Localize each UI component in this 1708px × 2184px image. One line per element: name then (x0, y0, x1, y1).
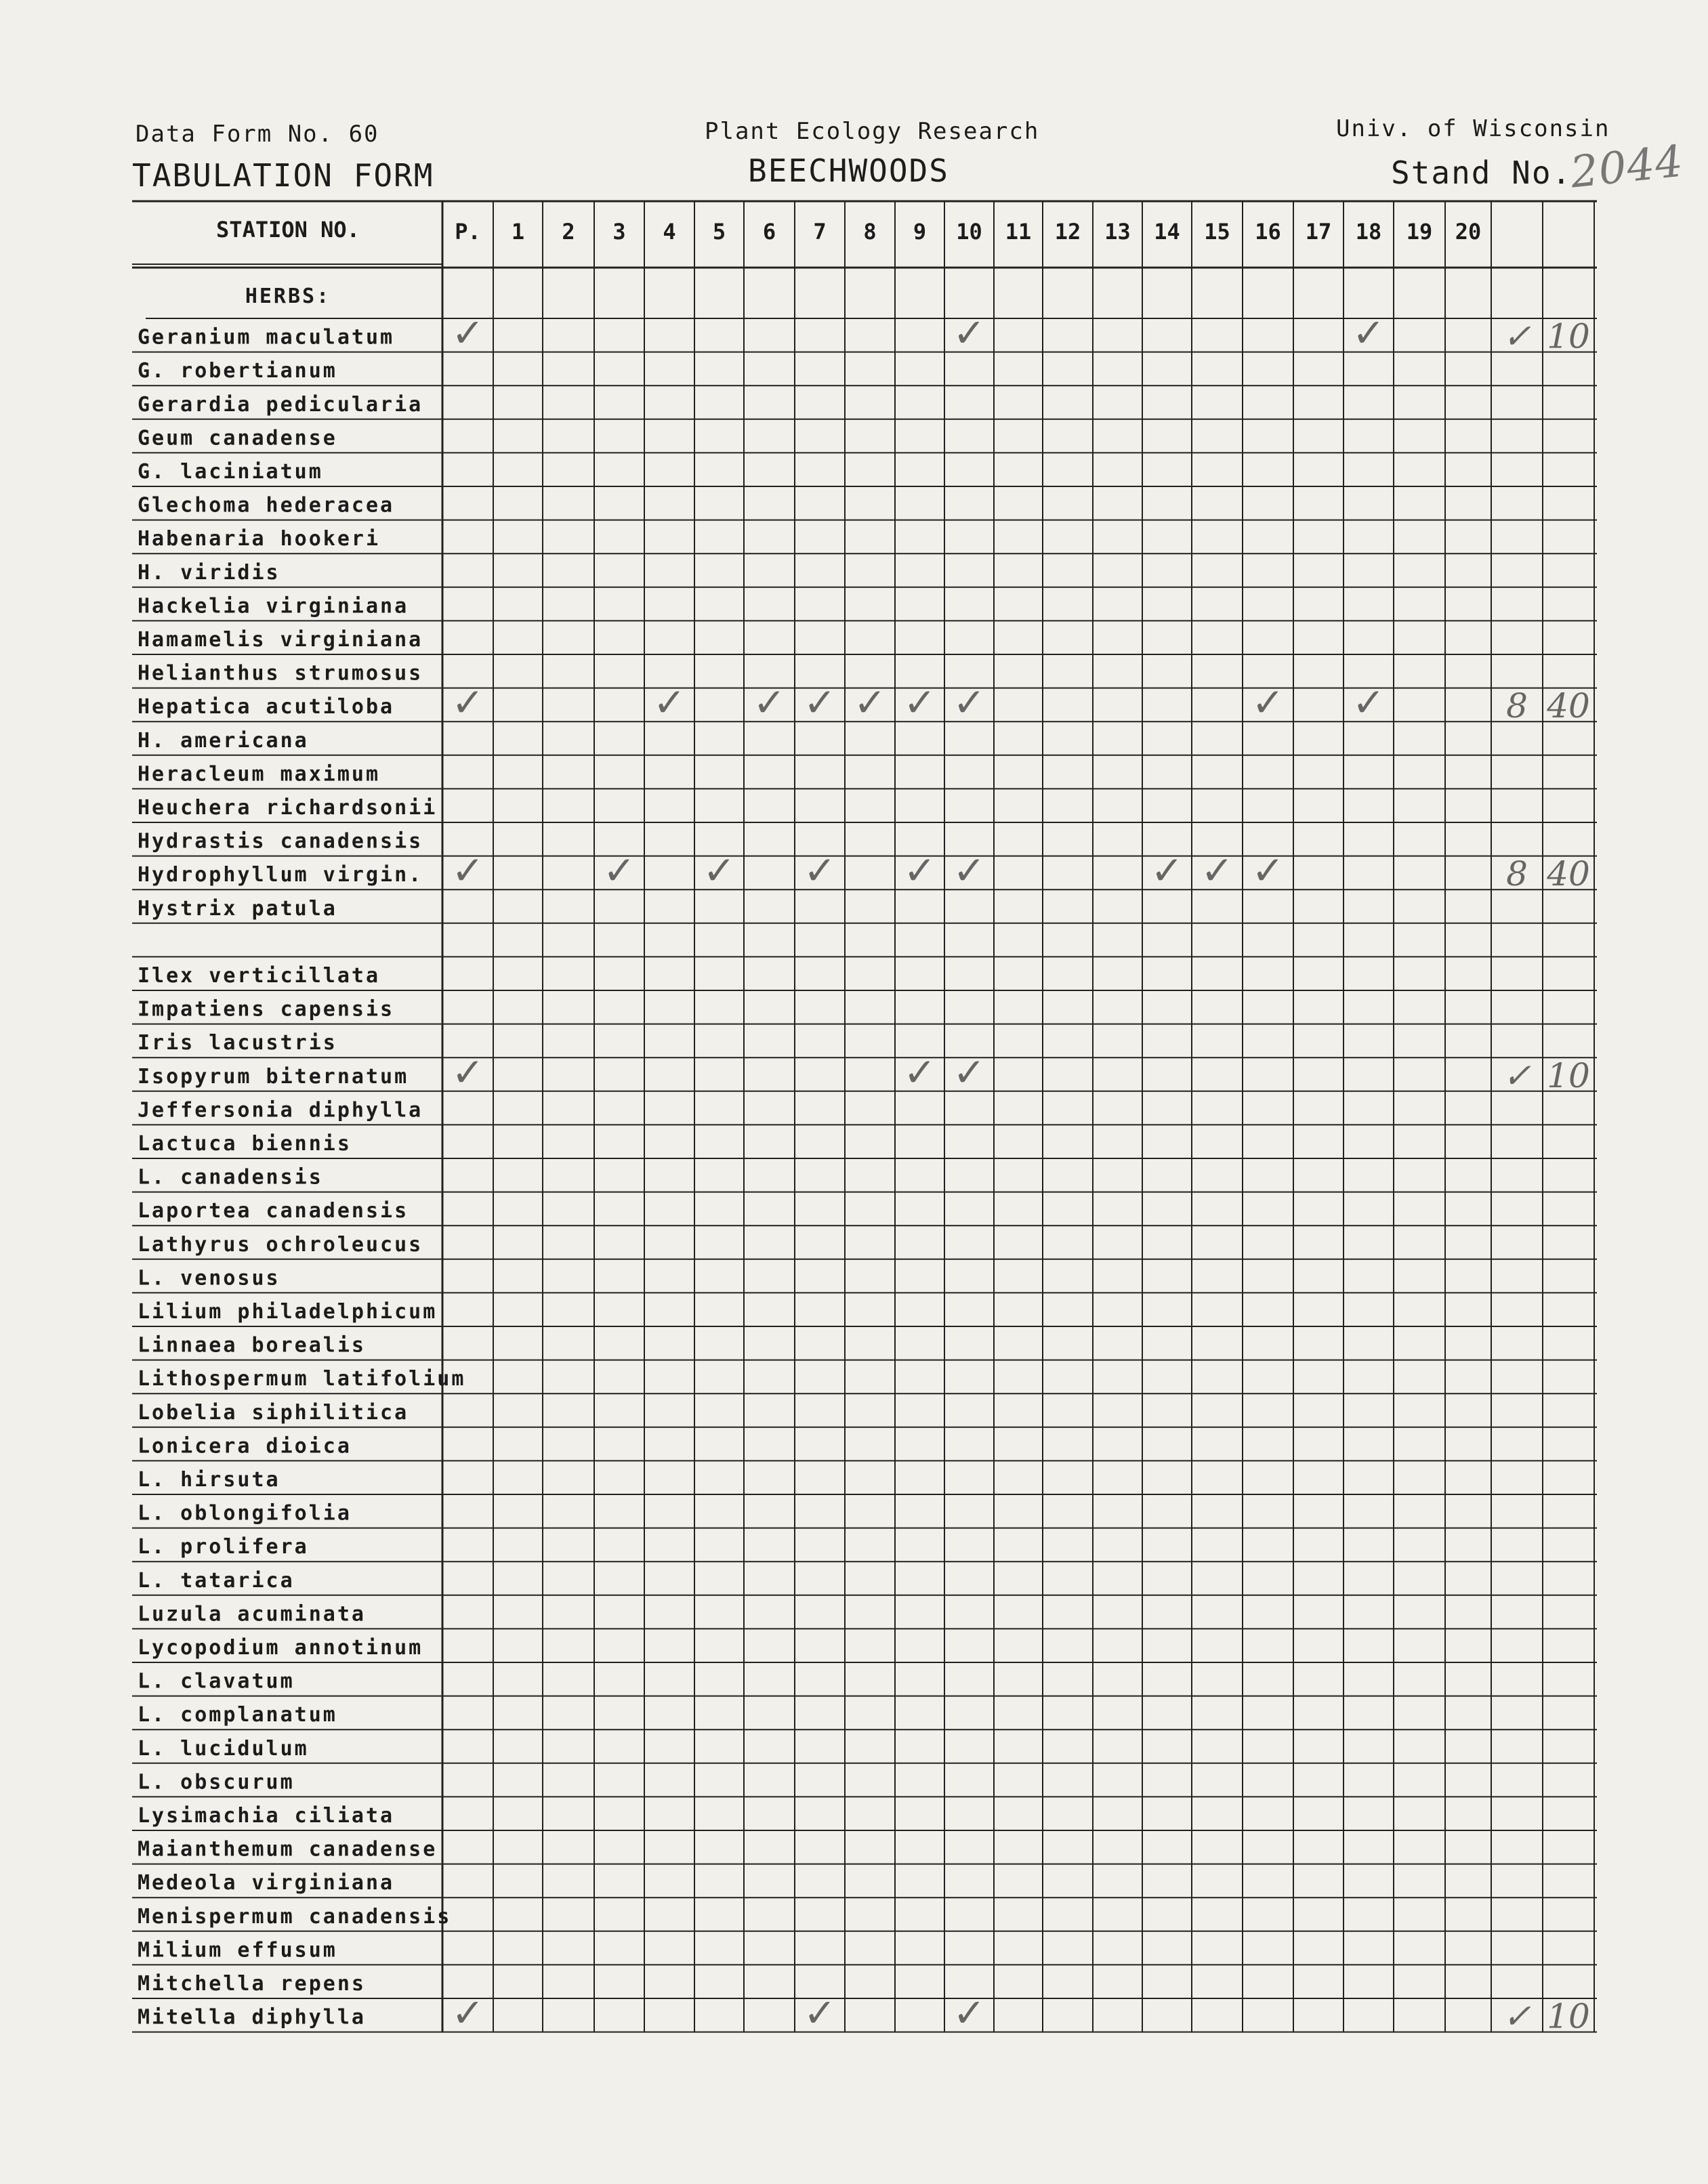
table-row (138, 662, 423, 686)
species-name: Lathyrus ochroleucus (138, 1232, 423, 1257)
table-row (138, 310, 1590, 356)
frequency-percent: 40 (1547, 854, 1590, 894)
table-row (138, 1233, 423, 1257)
table-row (138, 527, 380, 551)
check-mark: ✓ (953, 679, 986, 726)
form-title: TABULATION FORM (132, 157, 434, 194)
species-name: Heuchera richardsonii (138, 796, 438, 820)
species-name: Lycopodium annotinum (138, 1636, 423, 1660)
stand-label: Stand No. (1391, 154, 1572, 191)
column-header: 3 (612, 219, 626, 245)
frequency-percent: 10 (1547, 1055, 1590, 1095)
table-row (138, 393, 423, 417)
table-row (138, 1132, 352, 1156)
station-number-header: STATION NO. (216, 217, 360, 243)
check-mark: ✓ (1251, 679, 1285, 726)
species-name: Ilex verticillata (138, 964, 381, 988)
table-row (138, 1434, 352, 1458)
species-name: Mitella diphylla (138, 2005, 366, 2030)
species-name: L. complanatum (138, 1703, 337, 1727)
table-row (138, 679, 1590, 726)
species-name: Hackelia virginiana (138, 594, 409, 618)
check-mark: ✓ (1201, 847, 1234, 894)
check-mark: ✓ (903, 1049, 936, 1095)
species-name: Heracleum maximum (138, 762, 381, 786)
species-name: L. obscurum (138, 1770, 295, 1794)
check-mark: ✓ (451, 1049, 484, 1095)
table-row (138, 1166, 323, 1190)
check-mark: ✓ (1352, 679, 1386, 726)
column-header: 7 (813, 219, 827, 245)
column-header: 16 (1255, 219, 1281, 245)
species-name: Hystrix patula (138, 896, 337, 921)
table-row (138, 1468, 280, 1492)
species-name: L. venosus (138, 1266, 280, 1290)
table-row (138, 594, 409, 618)
species-name: Lonicera dioica (138, 1434, 352, 1458)
table-row (138, 1502, 352, 1526)
species-name: Hydrastis canadensis (138, 829, 423, 854)
table-row (138, 897, 337, 921)
species-name: Medeola virginiana (138, 1871, 395, 1895)
check-mark: ✓ (602, 847, 636, 894)
species-name: Milium effusum (138, 1938, 337, 1962)
check-mark: ✓ (652, 679, 686, 726)
column-header: 20 (1455, 219, 1482, 245)
column-header: 9 (913, 219, 927, 245)
species-name: Menispermum canadensis (138, 1904, 452, 1929)
table-row (138, 359, 337, 383)
university-name: Univ. of Wisconsin (1336, 115, 1610, 142)
frequency-percent: 10 (1547, 316, 1590, 356)
species-name: Jeffersonia diphylla (138, 1098, 423, 1122)
table-row (138, 1367, 465, 1391)
table-row (138, 1972, 366, 1996)
column-header: 1 (511, 219, 525, 245)
species-name: H. viridis (138, 560, 280, 585)
table-row (138, 1770, 295, 1794)
stand-number-handwritten: 2044 (1568, 136, 1686, 198)
species-name: Linnaea borealis (138, 1333, 366, 1358)
table-header-row (216, 217, 1481, 245)
check-mark: ✓ (953, 1990, 986, 2036)
frequency-count: 8 (1506, 686, 1528, 726)
section-label-herbs: HERBS: (245, 285, 331, 308)
species-name: Lactuca biennis (138, 1132, 352, 1156)
check-mark: ✓ (953, 1049, 986, 1095)
species-name: Hydrophyllum virgin. (138, 863, 423, 887)
species-name: Impatiens capensis (138, 997, 395, 1022)
check-mark: ✓ (803, 847, 837, 894)
table-row (138, 1334, 366, 1358)
frequency-count: ✓ (1503, 1996, 1531, 2036)
species-name: L. tatarica (138, 1568, 295, 1593)
table-row (138, 1703, 337, 1727)
column-header: 18 (1355, 219, 1382, 245)
check-mark: ✓ (1150, 847, 1184, 894)
species-name: Laportea canadensis (138, 1199, 409, 1223)
check-mark: ✓ (1352, 310, 1386, 356)
species-name: L. clavatum (138, 1669, 295, 1694)
table-row (138, 1938, 337, 1962)
species-name: G. laciniatum (138, 460, 323, 484)
table-row (138, 1266, 280, 1290)
column-header: 13 (1104, 219, 1131, 245)
check-mark: ✓ (803, 1990, 837, 2036)
column-header: 4 (663, 219, 676, 245)
table-row (138, 1737, 309, 1761)
species-name: Mitchella repens (138, 1972, 366, 1996)
site-name: BEECHWOODS (748, 152, 949, 189)
species-name: Geum canadense (138, 426, 337, 450)
species-name: Lilium philadelphicum (138, 1300, 438, 1324)
column-header: 2 (562, 219, 575, 245)
table-row (138, 998, 394, 1022)
species-name: L. oblongifolia (138, 1501, 352, 1526)
table-row (138, 964, 380, 988)
check-mark: ✓ (853, 679, 887, 726)
table-row (138, 1535, 309, 1559)
check-mark: ✓ (451, 679, 484, 726)
table-row (138, 1670, 295, 1694)
species-name: Geranium maculatum (138, 325, 395, 350)
species-name: Glechoma hederacea (138, 493, 395, 518)
species-name: Hepatica acutiloba (138, 695, 395, 719)
column-header: 19 (1406, 219, 1433, 245)
check-mark: ✓ (451, 847, 484, 894)
table-row (138, 1199, 409, 1223)
table-row (138, 460, 323, 484)
check-mark: ✓ (451, 1990, 484, 2036)
check-mark: ✓ (903, 679, 936, 726)
table-row (138, 830, 423, 854)
table-row (138, 1401, 409, 1425)
check-mark: ✓ (451, 310, 484, 356)
frequency-percent: 10 (1547, 1996, 1590, 2036)
species-name: Lysimachia ciliata (138, 1804, 395, 1828)
table-row (138, 1905, 451, 1929)
check-mark: ✓ (953, 310, 986, 356)
table-row (138, 1569, 295, 1593)
table-row (138, 426, 337, 450)
frequency-count: ✓ (1503, 1055, 1531, 1095)
table-row (138, 1098, 423, 1122)
species-name: L. lucidulum (138, 1736, 309, 1761)
check-mark: ✓ (753, 679, 786, 726)
column-header: 15 (1204, 219, 1230, 245)
column-header: 10 (956, 219, 982, 245)
table-row (138, 847, 1590, 894)
species-name: L. canadensis (138, 1165, 323, 1190)
table-row (138, 729, 309, 753)
check-mark: ✓ (703, 847, 736, 894)
table-row (138, 1300, 437, 1324)
species-name: H. americana (138, 728, 309, 753)
organization-name: Plant Ecology Research (705, 118, 1040, 145)
column-header: 5 (712, 219, 726, 245)
check-mark: ✓ (953, 847, 986, 894)
species-name: Isopyrum biternatum (138, 1064, 409, 1089)
table-row (138, 561, 280, 585)
table-row (138, 796, 437, 820)
species-name: L. hirsuta (138, 1468, 280, 1492)
frequency-percent: 40 (1547, 686, 1590, 726)
column-header: 14 (1154, 219, 1180, 245)
column-header: 12 (1054, 219, 1081, 245)
species-name: Maianthemum canadense (138, 1837, 438, 1862)
species-name: Hamamelis virginiana (138, 628, 423, 652)
table-row (138, 494, 394, 518)
species-name: G. robertianum (138, 359, 337, 383)
table-row (138, 1838, 437, 1862)
table-row (138, 1031, 337, 1055)
check-mark: ✓ (903, 847, 936, 894)
species-name: Lobelia siphilitica (138, 1400, 409, 1425)
species-name: L. prolifera (138, 1535, 309, 1559)
species-name: Luzula acuminata (138, 1602, 366, 1626)
table-body (138, 285, 1590, 2036)
column-header: 6 (762, 219, 776, 245)
column-header: 11 (1005, 219, 1032, 245)
frequency-count: ✓ (1503, 316, 1531, 356)
check-mark: ✓ (803, 679, 837, 726)
frequency-count: 8 (1506, 854, 1528, 894)
table-row (138, 1990, 1590, 2036)
species-name: Iris lacustris (138, 1031, 337, 1055)
column-header: 17 (1305, 219, 1332, 245)
table-row (138, 1804, 394, 1828)
table-row (138, 1871, 394, 1895)
check-mark: ✓ (1251, 847, 1285, 894)
column-header: 8 (863, 219, 877, 245)
table-row (138, 1636, 423, 1660)
table-row (138, 1602, 366, 1626)
table-row (138, 762, 380, 786)
species-name: Habenaria hookeri (138, 527, 381, 551)
table-row (138, 628, 423, 652)
species-name: Helianthus strumosus (138, 661, 423, 686)
form-number: Data Form No. 60 (136, 121, 379, 148)
table-row (138, 1049, 1590, 1095)
species-name: Lithospermum latifolium (138, 1367, 466, 1391)
species-name: Gerardia pedicularia (138, 392, 423, 417)
column-header: P. (455, 219, 481, 245)
